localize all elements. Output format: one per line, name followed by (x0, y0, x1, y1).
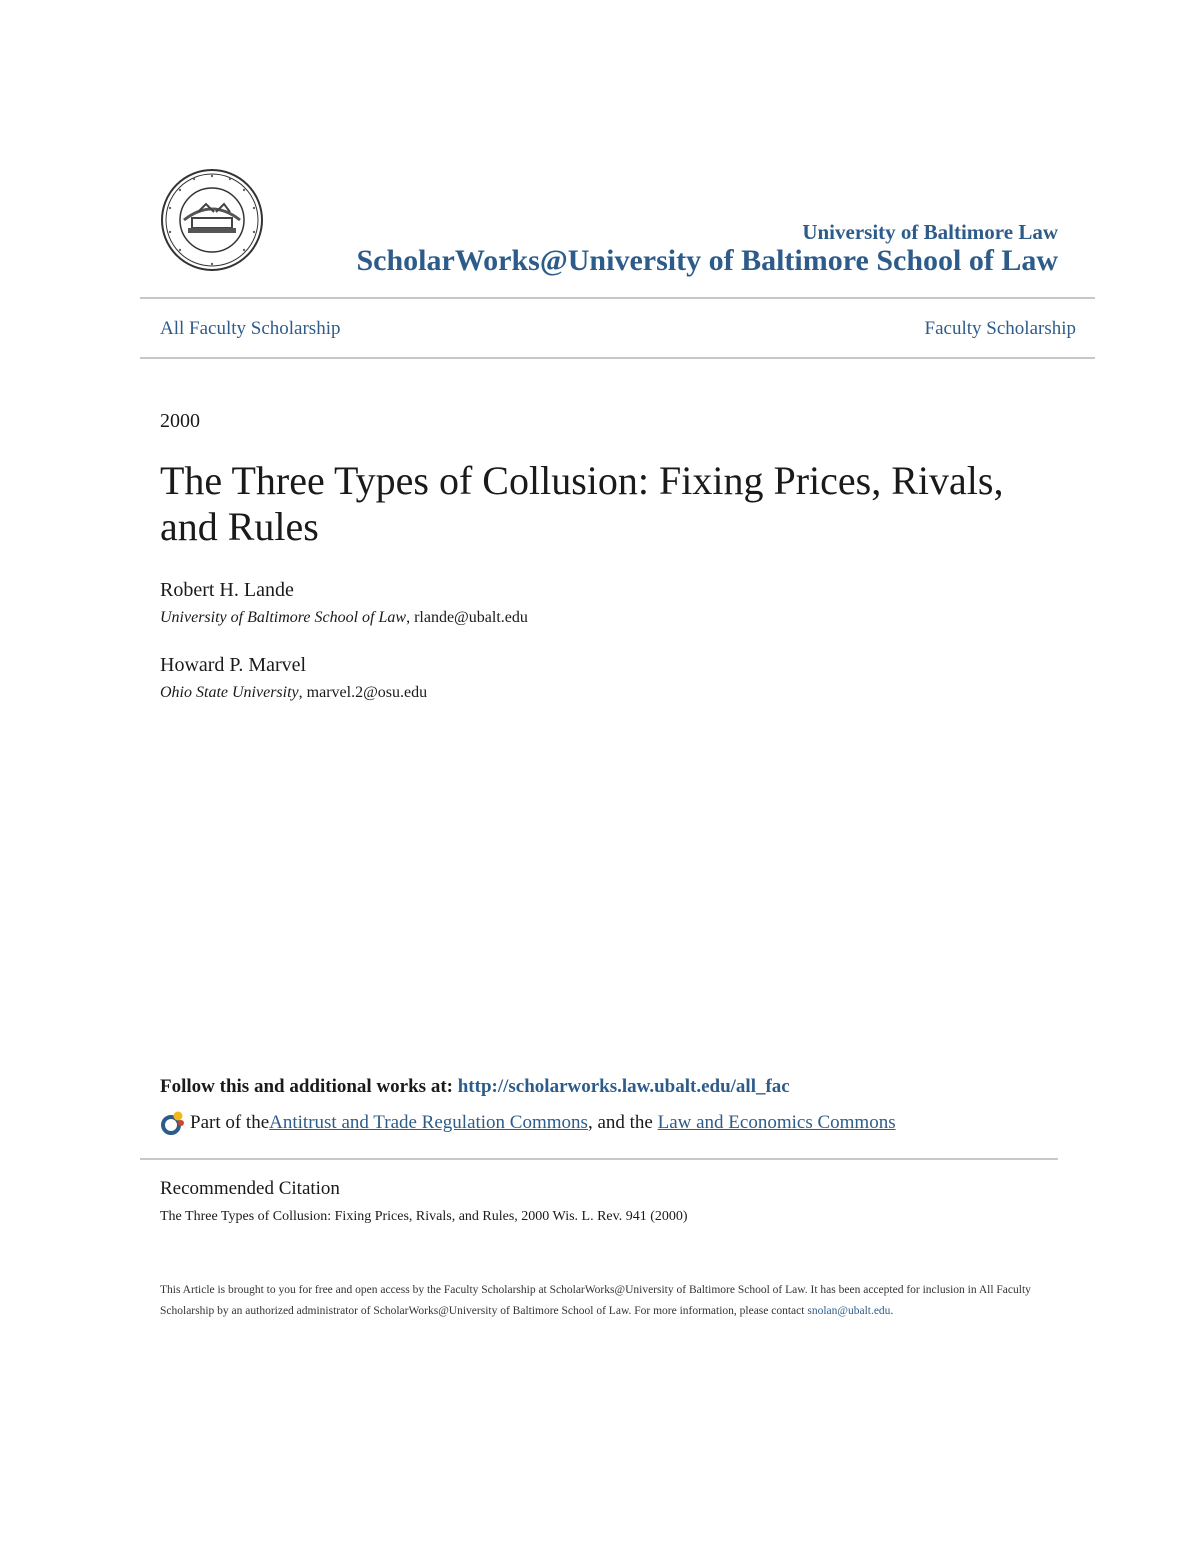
author-email: , marvel.2@osu.edu (298, 684, 428, 701)
citation-divider (140, 1158, 1058, 1160)
antitrust-commons-link[interactable]: Antitrust and Trade Regulation Commons (269, 1112, 588, 1133)
notice-text: This Article is brought to you for free and open access by the Faculty Scholarship at ScholarWorks@University of Baltimore School of Law. It has been accepted for inclusion in All Faculty Scholarship by an authorized administrator of ScholarWorks@University of Baltimore School of Law. For more information, please contact (160, 1284, 1031, 1317)
contact-email-link[interactable]: snolan@ubalt.edu (807, 1305, 891, 1317)
header-divider (140, 297, 1095, 299)
part-of-prefix: Part of the (190, 1112, 270, 1133)
notice-suffix: . (890, 1305, 894, 1317)
access-notice (160, 1280, 1060, 1322)
part-of-line (160, 1110, 896, 1136)
nav-all-faculty-scholarship[interactable]: All Faculty Scholarship (160, 318, 341, 339)
publication-year: 2000 (160, 410, 200, 432)
article-title: The Three Types of Collusion: Fixing Prices, Rivals, and Rules (160, 458, 1004, 549)
follow-url-link[interactable]: http://scholarworks.law.ubalt.edu/all_fac (457, 1076, 790, 1097)
affiliation-institution: University of Baltimore School of Law (160, 609, 407, 626)
law-economics-commons-link[interactable]: Law and Economics Commons (657, 1112, 896, 1133)
author-affiliation (160, 684, 427, 702)
network-commons-icon (160, 1110, 186, 1136)
author-name: Robert H. Lande (160, 579, 294, 601)
institution-name[interactable]: University of Baltimore Law (802, 220, 1058, 244)
nav-faculty-scholarship[interactable]: Faculty Scholarship (924, 318, 1076, 339)
citation-heading: Recommended Citation (160, 1178, 340, 1199)
author-name: Howard P. Marvel (160, 654, 307, 676)
author-email: , rlande@ubalt.edu (406, 609, 528, 626)
affiliation-institution: Ohio State University (160, 684, 299, 701)
citation-text: The Three Types of Collusion: Fixing Prices, Rivals, and Rules, 2000 Wis. L. Rev. 941 (2000) (160, 1209, 688, 1224)
nav-divider (140, 357, 1095, 359)
follow-line (160, 1076, 790, 1098)
repository-name[interactable]: ScholarWorks@University of Baltimore School of Law (356, 244, 1058, 277)
university-seal-icon (160, 168, 264, 272)
part-of-middle: , and the (587, 1112, 658, 1133)
follow-prefix: Follow this and additional works at: (160, 1076, 458, 1097)
author-affiliation (160, 609, 528, 627)
